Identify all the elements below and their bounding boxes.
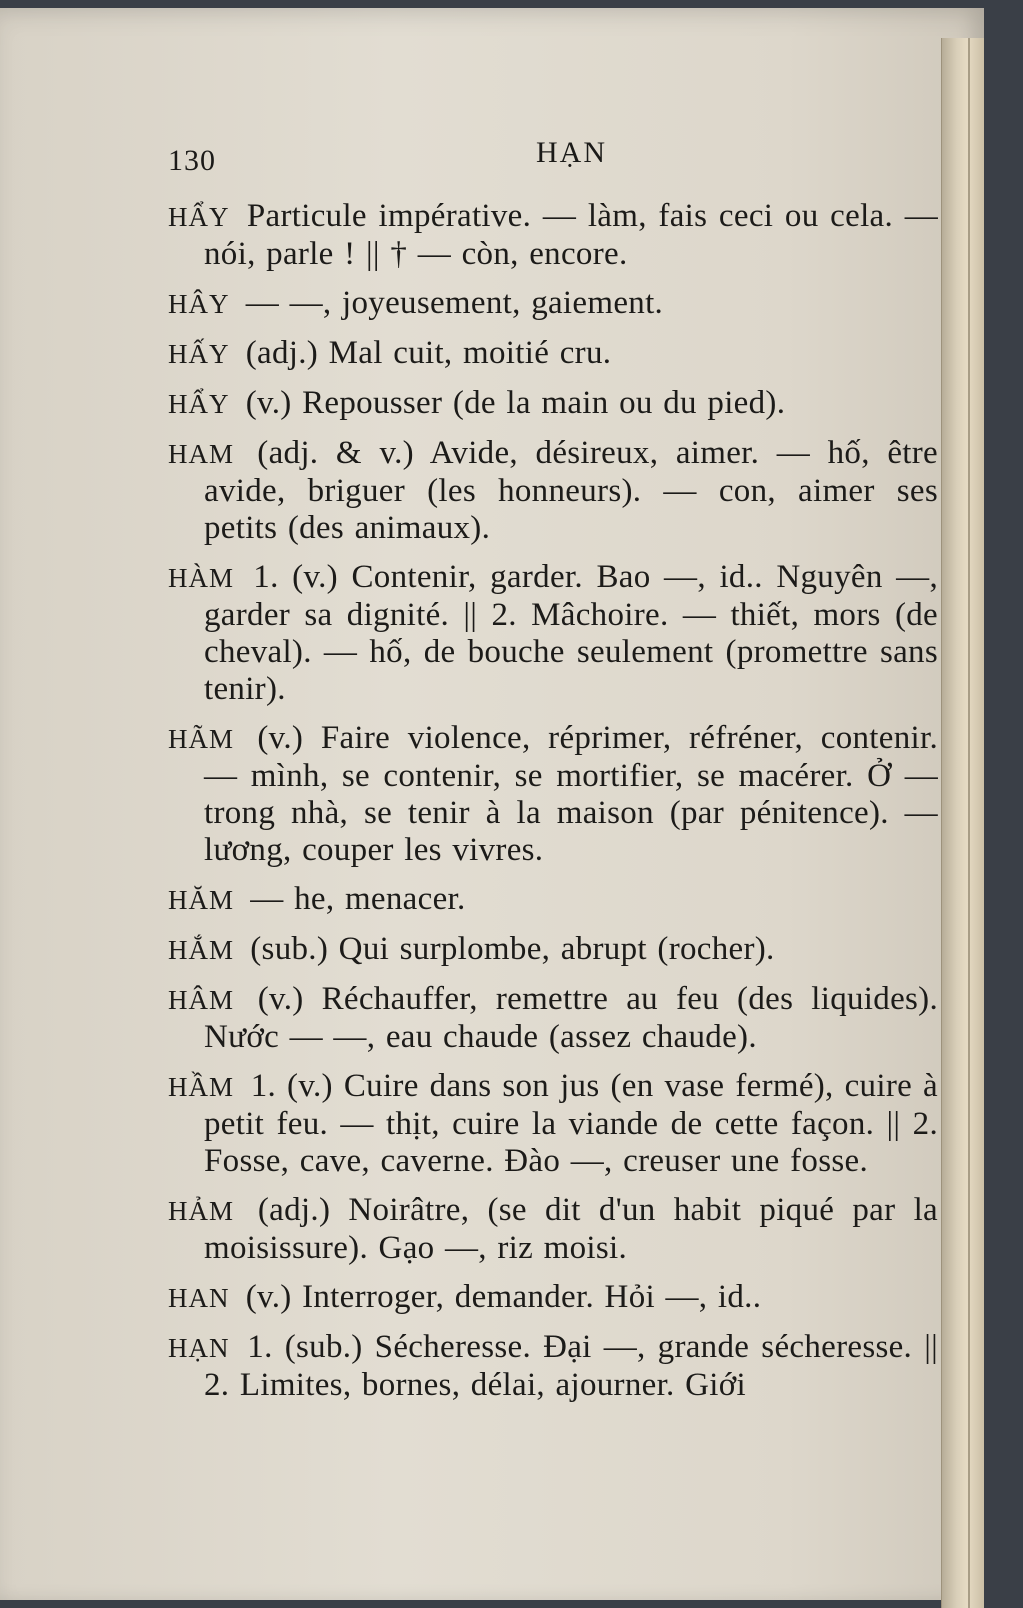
headword: HAM (168, 439, 235, 469)
dictionary-entry (168, 335, 938, 373)
definition: — —, joyeusement, gaiement. (245, 285, 664, 321)
dictionary-entry (168, 981, 938, 1056)
headword: HẠN (168, 1333, 230, 1363)
definition: (v.) Interroger, demander. Hỏi —, id.. (245, 1279, 762, 1315)
dictionary-entry (168, 435, 938, 547)
dictionary-entry (168, 931, 938, 969)
headword: HĂM (168, 885, 235, 915)
dictionary-entry (168, 285, 938, 323)
definition: 1. (v.) Contenir, garder. Bao —, id.. Nguyên —, garder sa dignité. || 2. Mâchoire. — thiết, mors (de cheval). — hố, de bouche seulement (promettre sans tenir). (204, 559, 939, 707)
dictionary-entry (168, 1279, 938, 1317)
definition: (adj.) Noirâtre, (se dit d'un habit piqué par la moisissure). Gạo —, riz moisi. (204, 1192, 938, 1266)
headword: HẨY (168, 389, 230, 419)
dictionary-entry (168, 559, 938, 708)
definition: — he, menacer. (250, 881, 466, 917)
dictionary-entry (168, 1329, 938, 1404)
headword: HẨY (168, 202, 230, 232)
definition: 1. (v.) Cuire dans son jus (en vase fermé), cuire à petit feu. — thịt, cuire la viande de cette façon. || 2. Fosse, cave, caverne. Đào —, creuser une fosse. (204, 1068, 938, 1179)
headword: HÃM (168, 724, 235, 754)
dictionary-entry (168, 1192, 938, 1267)
headword: HÂY (168, 289, 230, 319)
page-edge (941, 38, 984, 1608)
definition: (adj. & v.) Avide, désireux, aimer. — hố, être avide, briguer (les honneurs). — con, aimer ses petits (des animaux). (204, 435, 939, 546)
headword: HẢM (168, 1196, 235, 1226)
definition: (v.) Faire violence, réprimer, réfréner, contenir. — mình, se contenir, se mortifier, se macérer. Ở — trong nhà, se tenir à la maison (par pénitence). — lương, couper les vivres. (204, 720, 938, 868)
dictionary-entry (168, 1068, 938, 1180)
headword: HẤY (168, 339, 230, 369)
book-page (0, 8, 984, 1600)
dictionary-entries (168, 198, 938, 1416)
headword: HÂM (168, 985, 235, 1015)
headword: HẮM (168, 935, 235, 965)
definition: 1. (sub.) Sécheresse. Đại —, grande sécheresse. || 2. Limites, bornes, délai, ajourner. Giới (204, 1329, 939, 1403)
definition: (sub.) Qui surplombe, abrupt (rocher). (250, 931, 775, 967)
definition: (adj.) Mal cuit, moitié cru. (245, 335, 612, 371)
page-edge-line (968, 38, 970, 1608)
headword: HAN (168, 1283, 230, 1313)
dictionary-entry (168, 720, 938, 869)
dictionary-entry (168, 385, 938, 423)
page-number: 130 (168, 144, 216, 177)
dictionary-entry (168, 198, 938, 273)
definition: Particule impérative. — làm, fais ceci ou cela. — nói, parle ! || † — còn, encore. (204, 198, 938, 272)
headword: HẦM (168, 1072, 235, 1102)
dictionary-entry (168, 881, 938, 919)
definition: (v.) Repousser (de la main ou du pied). (245, 385, 786, 421)
header-word: HẠN (536, 136, 607, 169)
headword: HÀM (168, 563, 235, 593)
definition: (v.) Réchauffer, remettre au feu (des liquides). Nước — —, eau chaude (assez chaude). (204, 981, 939, 1055)
running-head (168, 136, 938, 176)
